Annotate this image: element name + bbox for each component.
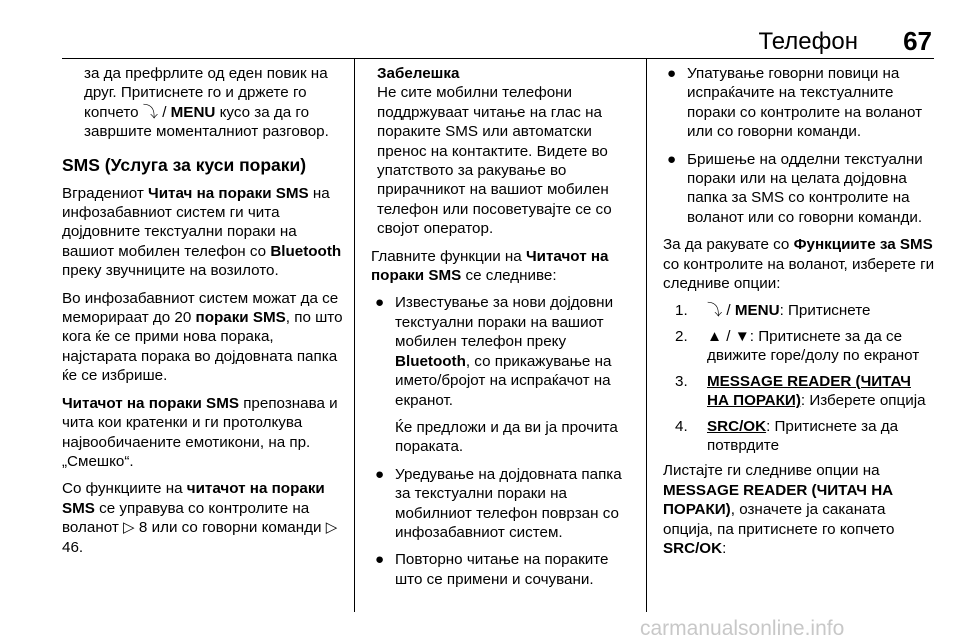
header-rule [62, 58, 934, 59]
triangle-up-icon: ▲ [707, 327, 723, 345]
page-ref-link[interactable]: 46 [62, 538, 79, 556]
list-item-sub: Ќе предложи и да ви ја прочита пораката. [395, 418, 618, 456]
step-item: 3. MESSAGE READER (ЧИТАЧ НА ПОРАКИ): Изберете опција [675, 372, 926, 410]
list-item: ● Уредување на дојдовната папка за текстуални пораки на мобилниот телефон поврзан со инфозабавниот систем. [375, 465, 622, 541]
page-title: Телефон [758, 28, 858, 55]
list-item: ● Известување за нови дојдовни текстуални пораки на вашиот мобилен телефон преку Bluetooth, со прикажување на името/бројот на испраќачот на екранот. [375, 294, 614, 409]
menu-button-label: MENU [170, 103, 216, 121]
column-divider-1 [354, 58, 355, 612]
column-2 [371, 64, 636, 597]
page-ref-arrow-icon: ▷ [123, 519, 135, 537]
bullet-icon: ● [375, 551, 385, 569]
list-item: ● Повторно читање на пораките што се примени и сочувани. [375, 551, 609, 588]
paragraph-abbreviations: Читачот на пораки SMS препознава и чита кои кратенки и ги протолкува највообичаените емотикони, на пр. „Смешко“. [62, 394, 338, 470]
paragraph-sms-reader: Вградениот Читач на пораки SMS на инфозабавниот систем ги чита дојдовните текстуални пораки на вашиот мобилен телефон со Bluetooth преку звучниците на возилото. [62, 184, 342, 280]
paragraph-options: Листајте ги следниве опции на MESSAGE READER (ЧИТАЧ НА ПОРАКИ), означете ја саканата опција, па притиснете го копчето SRC/OK: [663, 462, 895, 557]
paragraph-controls: Со функциите на читачот на пораки SMS се управува со контролите на воланот ▷ 8 или со говорни команди ▷ 46. [62, 480, 338, 556]
column-3 [663, 64, 935, 566]
bullet-icon: ● [375, 465, 385, 483]
list-item: ● Бришење на одделни текстуални пораки или на целата дојдовна папка за SMS со контролите на воланот или со говорни команди. [667, 150, 923, 226]
step-item: 4. SRC/OK: Притиснете за да потврдите [675, 417, 899, 454]
note-box [371, 64, 636, 239]
note-title: Забелешка [377, 65, 460, 82]
bullet-icon: ● [667, 150, 677, 168]
bullet-icon: ● [375, 294, 385, 312]
phone-hangup-icon: ⤵ [142, 103, 158, 121]
list-item: ● Упатување говорни повици на испраќачите на текстуалните пораки со контролите на воланот или со говорни команди. [667, 65, 923, 141]
triangle-down-icon: ▼ [734, 327, 750, 345]
step-item: 2. ▲ / ▼: Притиснете за да се движите горе/долу по екранот [675, 327, 920, 365]
column-1 [62, 64, 346, 565]
page-ref-link[interactable]: 8 [138, 519, 148, 537]
paragraph-main-functions: Главните функции на Читачот на пораки SMS се следниве: [371, 247, 609, 285]
note-text: Не сите мобилни телефони поддржуваат читање на глас на пораките SMS или автоматски пренос на контактите. Видете во упатството за ракување во прирачникот на вашиот мобилен телефон или посоветувајте се со својот оператор. [377, 84, 612, 238]
page-ref-arrow-icon: ▷ [325, 519, 338, 537]
paragraph-steering-controls: За да ракувате со Функциите за SMS со контролите на воланот, изберете ги следниве опции: [663, 236, 935, 293]
page-number: 67 [903, 26, 932, 56]
phone-hangup-icon: ⤵ [707, 302, 723, 320]
step-item: 1. ⤵ / MENU: Притиснете [675, 302, 871, 320]
sms-heading: SMS (Услуга за куси пораки) [62, 154, 307, 175]
page-header [0, 22, 960, 62]
watermark: carmanualsonline.info [640, 617, 845, 640]
paragraph-memory: Во инфозабавниот систем можат да се меморираат до 20 пораки SMS, по што кога ќе се прими нова порака, најстарата порака во дојдовната папка ќе се избрише. [62, 289, 343, 385]
bullet-icon: ● [667, 65, 677, 82]
column-divider-2 [646, 58, 647, 612]
continued-paragraph: за да префрлите од еден повик на друг. Притиснете го и држете го копчето ⤵ / MENU кусо за да го завршите моменталниот разговор. [84, 65, 329, 141]
